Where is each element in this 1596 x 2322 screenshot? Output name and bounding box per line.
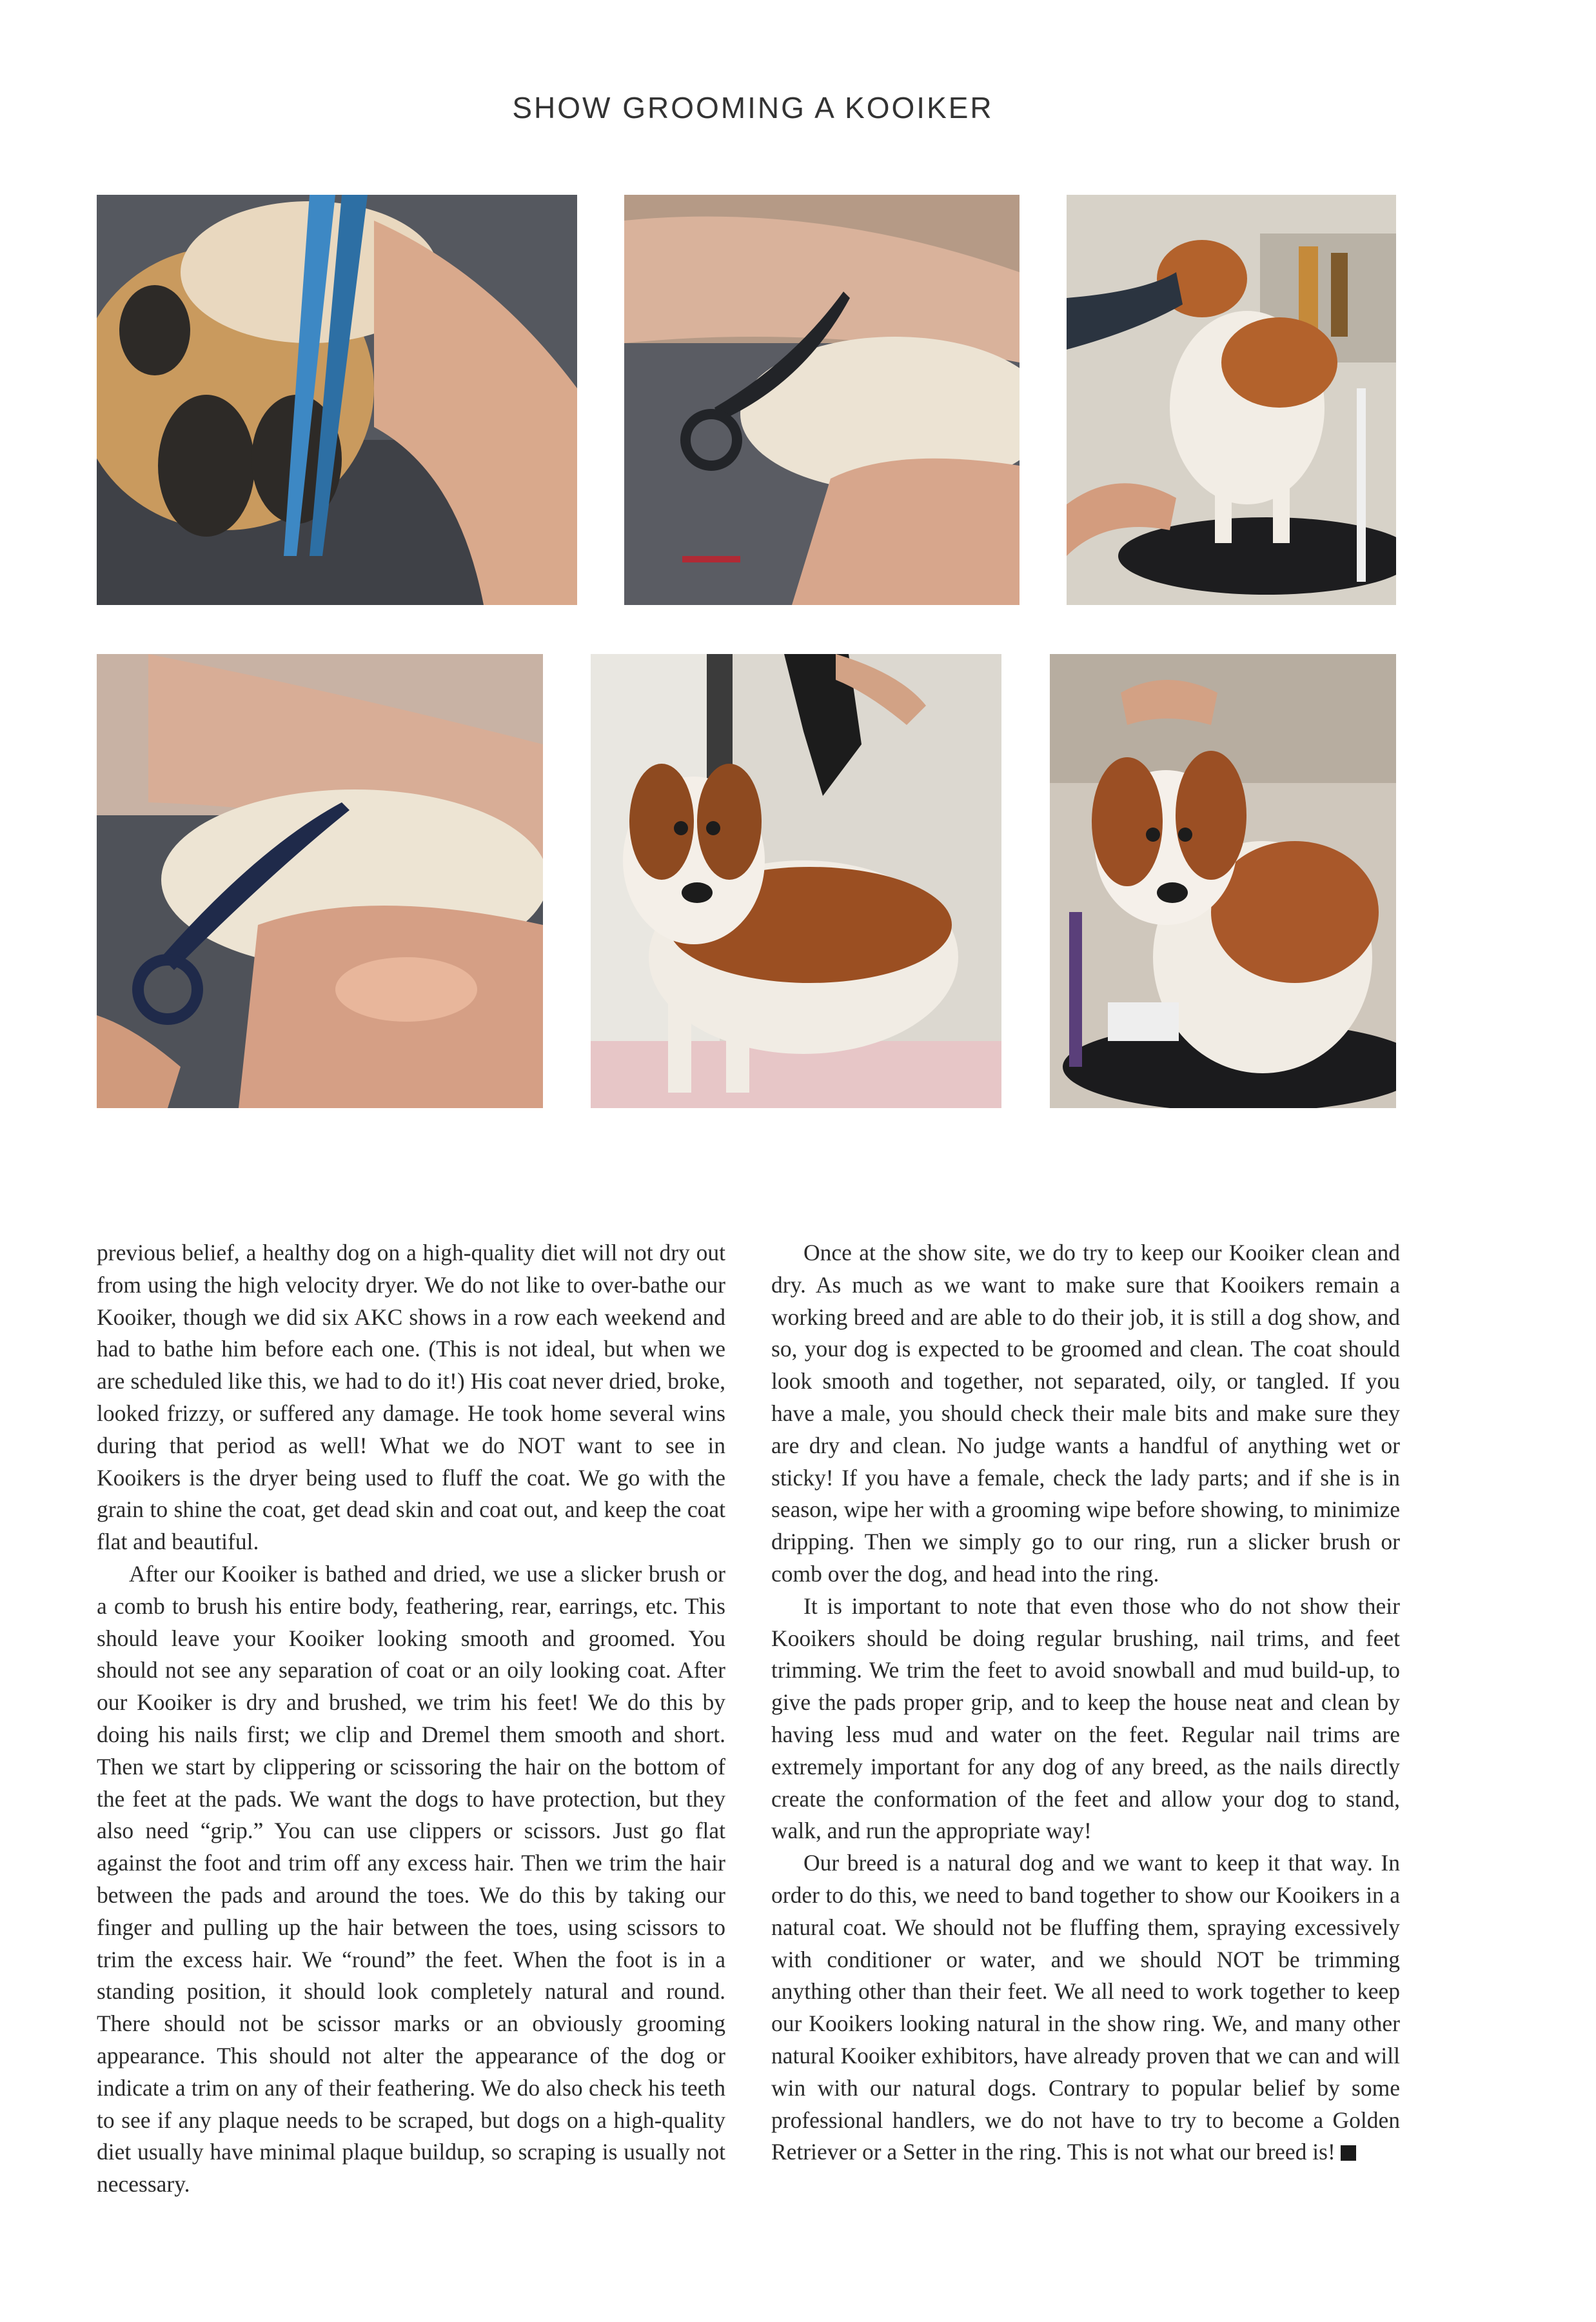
paragraph-text: Our breed is a natural dog and we want to keep it that way. In order to do this, we need to band together to show our Kooikers in a natural coat. We should not be fluffing them, spraying excessively with conditioner or water, and we should NOT be trimming anything other than their feet. We all need to work together to keep our Kooikers looking natural in the show ring. We, and many other natural Kooiker exhibitors, have already proven that we can and will win with our natural dogs. Contrary to popular belief by some professional handlers, we do not have to try to become a Golden Retriever or a Setter in the ring. This is not what our breed is! [771, 1850, 1400, 2165]
end-of-article-mark [1341, 2145, 1356, 2161]
photo-wet-dog-dryer [591, 654, 1001, 1108]
photo-paw-curved-shears [624, 195, 1020, 605]
paragraph: previous belief, a healthy dog on a high-quality diet will not dry out from using the high velocity dryer. We do not like to over-bathe our Kooiker, though we did six AKC shows in a row each weekend and had to bathe him before each one. (This is not ideal, but when we are scheduled like this, we had to do it!) His coat never dried, broke, looked frizzy, or suffered any damage. He took home several wins during that period as well! What we do NOT want to see in Kooikers is the dryer being used to fluff the coat. We go with the grain to shine the coat, get dead skin and coat out, and keep the coat flat and beautiful. [97, 1240, 725, 1555]
photo-dog-head-brushed [1050, 654, 1396, 1108]
article-right-column [771, 1237, 1400, 2168]
photo-paw-trim-foot-side [97, 654, 543, 1108]
dog-portrait-image [1050, 654, 1396, 1108]
dog-grooming-table-image [1067, 195, 1396, 605]
paw-trim-closeup-image [97, 195, 577, 605]
photo-dog-on-table-brushing [1067, 195, 1396, 605]
paw-trim-image [97, 654, 543, 1108]
paragraph: After our Kooiker is bathed and dried, we use a slicker brush or a comb to brush his entire body, feathering, rear, earrings, etc. This should leave your Kooiker looking smooth and groomed. You should not see any separation of coat or an oily looking coat. After our Kooiker is dry and brushed, we trim his feet! We do this by doing his nails first; we clip and Dremel them smooth and short. Then we start by clippering or scissoring the hair on the bottom of the feet at the pads. We want the dogs to have protection, but they also need “grip.” You can use clippers or scissors. Just go flat against the foot and trim off any excess hair. Then we trim the hair between the pads and around the toes. We do this by taking our finger and pulling up the hair between the toes, using scissors to trim the excess hair. We “round” the feet. When the foot is in a standing position, it should look completely natural and round. There should not be scissor marks or an obviously grooming appearance. This should not alter the appearance of the dog or indicate a trim on any of their feathering. We do also check his teeth to see if any plaque needs to be scraped, but dogs on a high-quality diet usually have minimal plaque buildup, so scraping is usually not necessary. [97, 1560, 725, 2198]
photo-paw-scissors-closeup [97, 195, 577, 605]
paragraph: It is important to note that even those who do not show their Kooikers should be doing regular brushing, nail trims, and feet trimming. We trim the feet to avoid snowball and mud build-up, to give the pads proper grip, and to keep the house neat and clean by having less mud and water on the feet. Regular nail trims are extremely important for any dog of any breed, as the nails directly create the conformation of the feet and allow your dog to stand, walk, and run the appropriate way! [771, 1593, 1400, 1844]
article-left-column [97, 1237, 725, 2201]
running-title: SHOW GROOMING A KOOIKER [512, 91, 994, 124]
paw-trim-image [624, 195, 1020, 605]
paragraph: Once at the show site, we do try to keep our Kooiker clean and dry. As much as we want to make sure that Kooikers remain a working breed and are able to do their job, it is still a dog show, and so, your dog is expected to be groomed and clean. The coat should look smooth and together, not separated, oily, or tangled. If you have a male, you should check their male bits and make sure they are dry and clean. No judge wants a handful of anything wet or sticky! If you have a female, check the lady parts; and if she is in season, wipe her with a grooming wipe before showing, to minimize dripping. Then we simply go to our ring, run a slicker brush or comb over the dog, and head into the ring. [771, 1240, 1400, 1587]
wet-dog-image [591, 654, 1001, 1108]
closing-paragraph [771, 1847, 1400, 2168]
